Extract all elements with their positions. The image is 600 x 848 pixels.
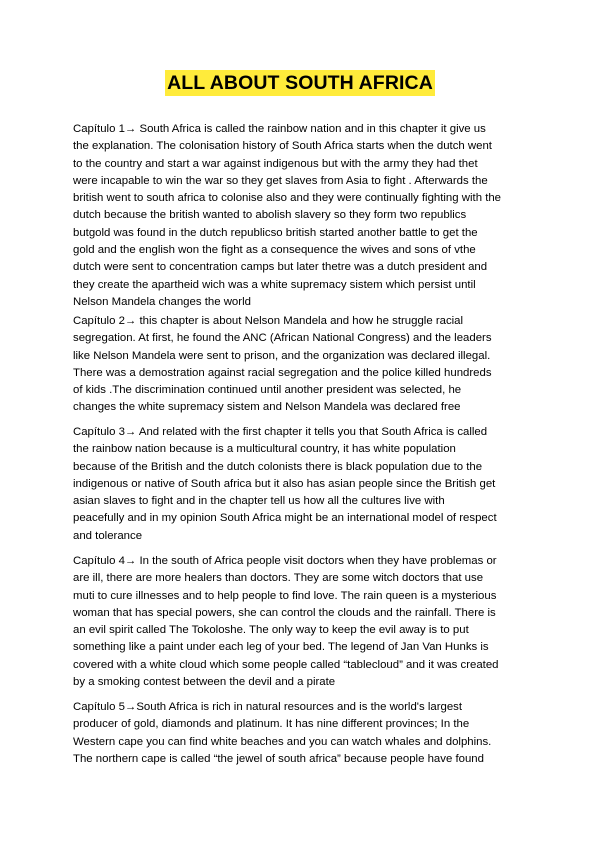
chapter-4-paragraph: Capítulo 4→ In the south of Africa people visit doctors when they have problemas or are ill, there are more healers than doctors. They are some witch doctors that use muti to cure illnesses and to help people to find love. The rain queen is a mysterious woman that has special powers, she can control the clouds and the rainfall. There is an evil spirit called The Tokoloshe. The only way to keep the evil away is to put something like a paint under each leg of your bed. The legend of Jan Van Hunks is covered with a white cloud which some people called “tablecloud” and it was created by a smoking contest between the devil and a pirate [73, 555, 499, 689]
chapter-1-paragraph: Capítulo 1→ South Africa is called the rainbow nation and in this chapter it give us the explanation. The colonisation history of South Africa starts when the dutch went to the country and start a war against indigenous but with the army they had thet were incapable to win the war so they get slaves from Asia to fight . Afterwards the british went to south africa to colonise also and they were continually fighting with the dutch because the british wanted to abolish slavery so they form two republics butgold was found in the dutch republicso british started another battle to get the gold and the english won the fight as a consequence the wives and sons of vthe dutch were sent to concentration camps but later thetre was a dutch president and they create the apartheid wich was a white supremacy sistem which persist until Nelson Mandela changes the world [73, 123, 502, 308]
chapter-5-paragraph: Capítulo 5→South Africa is rich in natural resources and is the world's largest producer of gold, diamonds and platinum. It has nine different provinces; In the Western cape you can find white beaches and you can watch whales and dolphins. The northern cape is called “the jewel of south africa” because people have found [73, 701, 492, 765]
page-title: ALL ABOUT SOUTH AFRICA [167, 72, 433, 94]
title-container [0, 70, 600, 96]
chapter-3-paragraph: Capítulo 3→ And related with the first chapter it tells you that South Africa is called the rainbow nation because is a multicultural country, it has white population because of the British and the dutch colonists there is black population due to the indigenous or native of South africa but it also has asian people since the British get asian slaves to fight and in the chapter tell us how all the cultures live with peacefully and in my opinion South Africa might be an international model of respect and tolerance [73, 426, 497, 542]
chapter-2-paragraph: Capítulo 2→ this chapter is about Nelson Mandela and how he struggle racial segregation. At first, he found the ANC (African National Congress) and the leaders like Nelson Mandela were sent to prison, and the organization was declared illegal. There was a demostration against racial segregation and the police killed hundreds of kids .The discrimination continued until another president was selected, he changes the white supremacy sistem and Nelson Mandela was declared free [73, 315, 492, 414]
